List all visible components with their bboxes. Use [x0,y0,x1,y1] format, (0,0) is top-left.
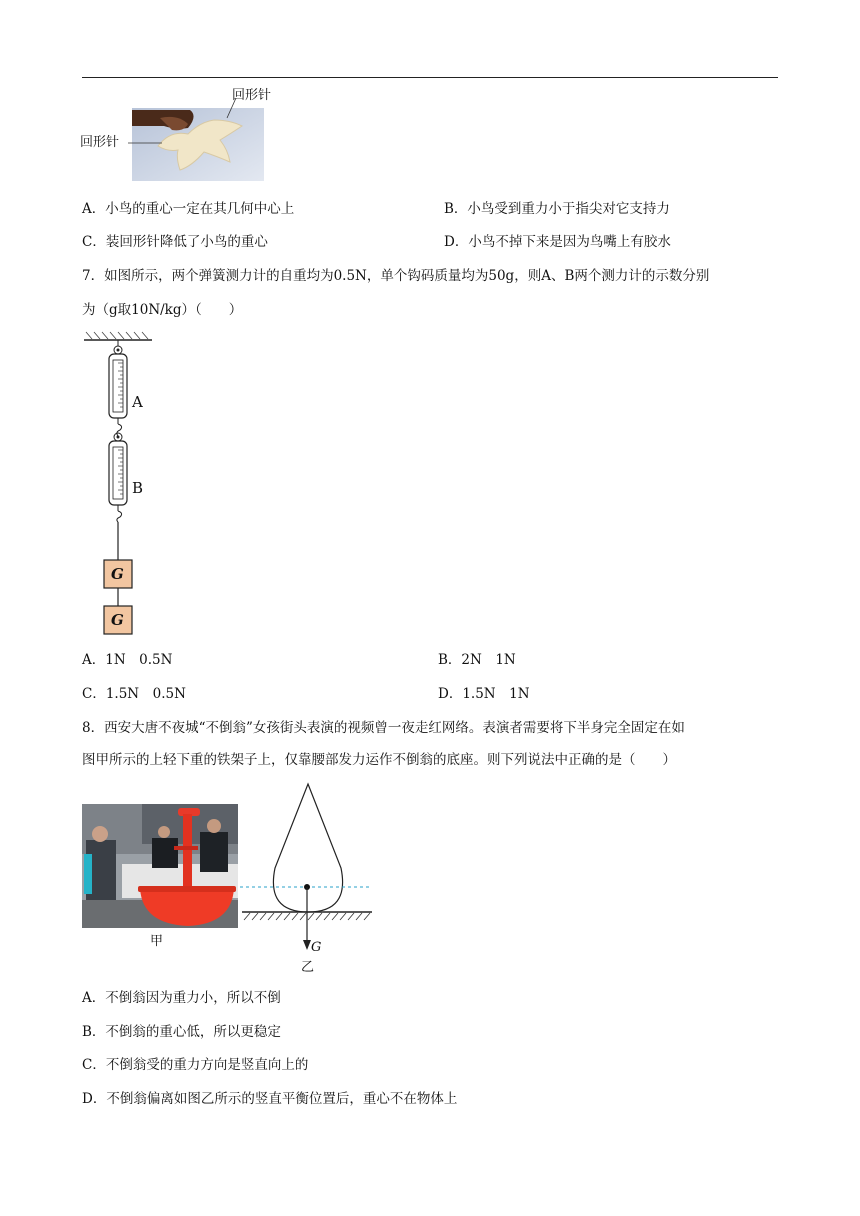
q8-option-d: D．不倒翁偏离如图乙所示的竖直平衡位置后，重心不在物体上 [82,1091,458,1107]
weight-1-label: G [111,565,124,583]
paperclip-label-top: 回形针 [232,88,272,103]
q7-option-a: A．1N 0.5N [82,652,173,668]
q8-stem-line2: 图甲所示的上轻下重的铁架子上，仅靠腰部发力运作不倒翁的底座。则下列说法中正确的是（ ） [82,752,676,768]
q8-option-c: C．不倒翁受的重力方向是竖直向上的 [82,1057,309,1073]
bird-balance-photo [80,86,280,186]
paperclip-label-left: 回形针 [80,135,120,150]
scale-b-label: B [132,479,144,497]
q7-option-b: B．2N 1N [438,652,516,668]
weight-2-label: G [111,611,124,629]
header-rule [82,77,778,78]
spring-scale-diagram [80,330,180,640]
q7-stem-line1: 7．如图所示，两个弹簧测力计的自重均为0.5N，单个钩码质量均为50g，则A、B两个测力计的示数分别 [82,268,710,284]
q7-option-c: C．1.5N 0.5N [82,686,186,702]
q8-option-b: B．不倒翁的重心低，所以更稳定 [82,1024,281,1040]
q7-stem-line2: 为（g取10N/kg）（ ） [82,302,243,318]
q6-option-c: C．装回形针降低了小鸟的重心 [82,234,268,250]
q6-option-b: B．小鸟受到重力小于指尖对它支持力 [444,201,670,217]
q6-option-d: D．小鸟不掉下来是因为鸟嘴上有胶水 [444,234,671,250]
q8-option-a: A．不倒翁因为重力小，所以不倒 [82,990,281,1006]
q8-stem-line1: 8．西安大唐不夜城“不倒翁”女孩街头表演的视频曾一夜走红网络。表演者需要将下半身完全固定在如 [82,720,685,736]
gravity-label: G [311,940,322,955]
tumbler-diagram [238,780,378,980]
scale-a-label: A [132,393,143,411]
q7-option-d: D．1.5N 1N [438,686,530,702]
q6-option-a: A．小鸟的重心一定在其几何中心上 [82,201,295,217]
tumbler-photo [82,804,238,954]
caption-yi: 乙 [301,960,315,975]
caption-jia: 甲 [150,934,164,949]
